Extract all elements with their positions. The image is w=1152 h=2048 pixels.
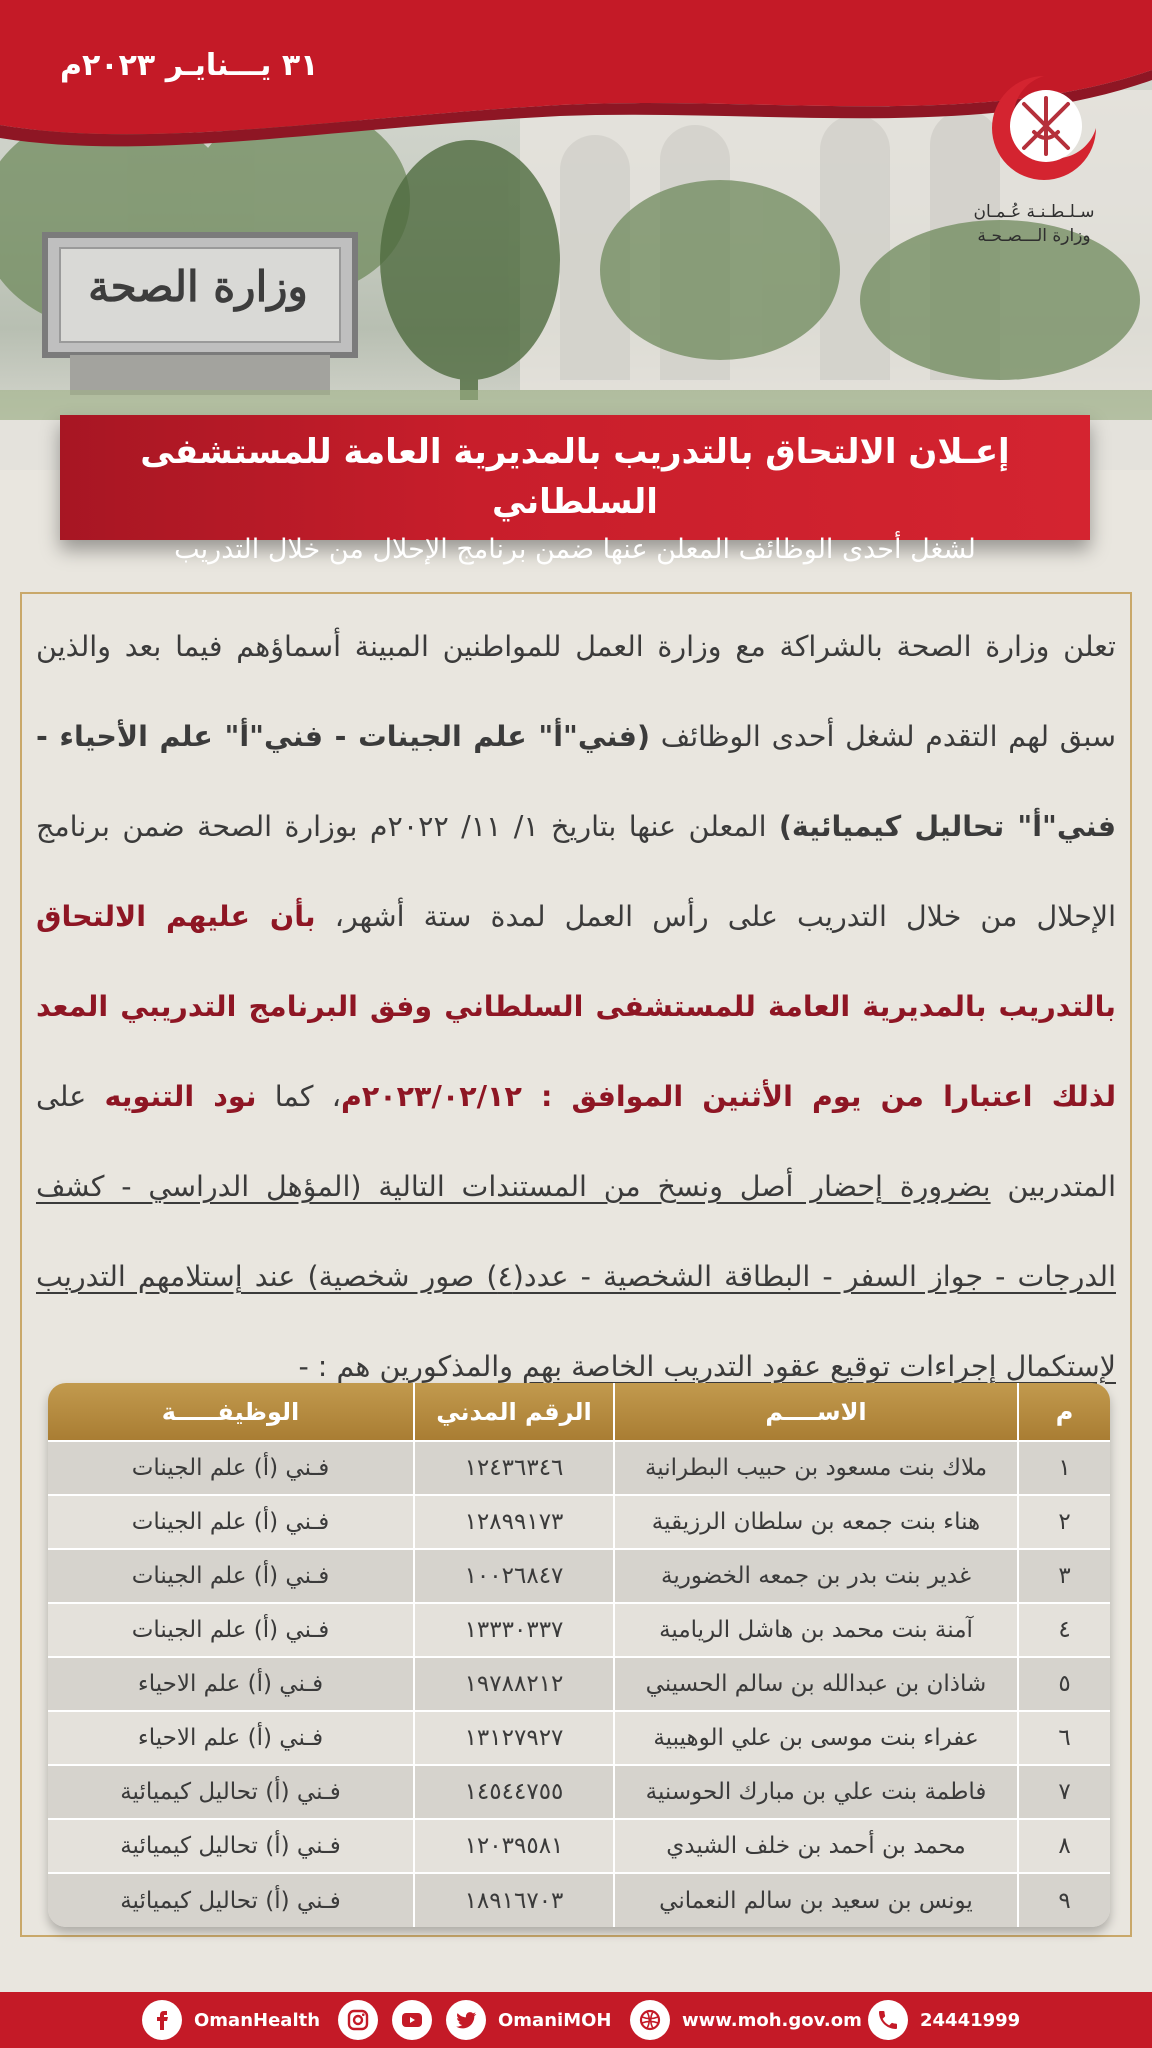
cell-name: غدير بنت بدر بن جمعه الخضورية bbox=[614, 1549, 1018, 1603]
column-header-civil-id: الرقم المدني bbox=[414, 1383, 614, 1441]
instagram-icon[interactable] bbox=[338, 2000, 378, 2040]
cell-job: فـني (أ) علم الاحياء bbox=[48, 1711, 414, 1765]
announcement-body bbox=[36, 590, 1116, 1412]
cell-name: فاطمة بنت علي بن مبارك الحوسنية bbox=[614, 1765, 1018, 1819]
phone-link[interactable] bbox=[868, 1992, 1020, 2048]
table-row bbox=[48, 1603, 1110, 1657]
cell-job: فـني (أ) علم الاحياء bbox=[48, 1657, 414, 1711]
cell-number: ٢ bbox=[1018, 1495, 1110, 1549]
social-links bbox=[338, 1992, 611, 2048]
cell-civil-id: ١٢٨٩٩١٧٣ bbox=[414, 1495, 614, 1549]
website-link[interactable] bbox=[630, 1992, 862, 2048]
cell-civil-id: ١٠٠٢٦٨٤٧ bbox=[414, 1549, 614, 1603]
cell-name: يونس بن سعيد بن سالم النعماني bbox=[614, 1873, 1018, 1927]
cell-job: فـني (أ) تحاليل كيميائية bbox=[48, 1873, 414, 1927]
body-note-highlight: نود التنويه bbox=[104, 1080, 257, 1113]
column-header-job: الوظيفـــــة bbox=[48, 1383, 414, 1441]
globe-icon bbox=[630, 2000, 670, 2040]
trainees-table bbox=[48, 1383, 1110, 1927]
body-text-5: والمذكورين هم : - bbox=[298, 1350, 523, 1383]
building-sign-text: وزارة الصحة bbox=[88, 262, 308, 311]
cell-civil-id: ١٨٩١٦٧٠٣ bbox=[414, 1873, 614, 1927]
social-handle: OmaniMOH bbox=[498, 2009, 612, 2031]
table-row bbox=[48, 1873, 1110, 1927]
column-header-number: م bbox=[1018, 1383, 1110, 1441]
website-url: www.moh.gov.om bbox=[682, 2009, 862, 2031]
cell-job: فـني (أ) تحاليل كيميائية bbox=[48, 1765, 414, 1819]
cell-civil-id: ١٤٥٤٤٧٥٥ bbox=[414, 1765, 614, 1819]
announcement-subtitle: لشغل أحدى الوظائف المعلن عنها ضمن برنامج الإحلال من خلال التدريب bbox=[174, 534, 976, 565]
ministry-crescent-logo-icon bbox=[984, 68, 1104, 188]
cell-number: ٣ bbox=[1018, 1549, 1110, 1603]
announcement-date: ٣١ يـــنايـر ٢٠٢٣م bbox=[60, 48, 319, 83]
body-job-titles: (فني"أ" علم الجينات - فني"أ" علم الأحياء - فني"أ" تحاليل كيميائية) bbox=[36, 720, 1116, 843]
body-text-2: المعلن عنها بتاريخ ١/ ١١/ ٢٠٢٢م بوزارة الصحة ضمن برنامج الإحلال من خلال التدريب على رأس العمل لمدة ستة أشهر، bbox=[36, 810, 1116, 933]
cell-number: ٦ bbox=[1018, 1711, 1110, 1765]
cell-civil-id: ١٢٤٣٦٣٤٦ bbox=[414, 1441, 614, 1495]
body-instruction-highlight: بأن عليهم الالتحاق بالتدريب بالمديرية العامة للمستشفى السلطاني وفق البرنامج التدريبي المعد لذلك اعتبارا من يوم الأثنين الموافق : ٢٠٢٣/٠٢/١٢م bbox=[36, 900, 1117, 1113]
table-row bbox=[48, 1441, 1110, 1495]
cell-number: ٧ bbox=[1018, 1765, 1110, 1819]
ministry-name bbox=[964, 200, 1104, 248]
table-header-row bbox=[48, 1383, 1110, 1441]
cell-job: فـني (أ) علم الجينات bbox=[48, 1441, 414, 1495]
cell-name: عفراء بنت موسى بن علي الوهيبية bbox=[614, 1711, 1018, 1765]
cell-name: محمد بن أحمد بن خلف الشيدي bbox=[614, 1819, 1018, 1873]
column-header-name: الاســــم bbox=[614, 1383, 1018, 1441]
cell-civil-id: ١٩٧٨٨٢١٢ bbox=[414, 1657, 614, 1711]
cell-number: ٩ bbox=[1018, 1873, 1110, 1927]
cell-civil-id: ١٣٣٣٠٣٣٧ bbox=[414, 1603, 614, 1657]
cell-job: فـني (أ) تحاليل كيميائية bbox=[48, 1819, 414, 1873]
youtube-icon[interactable] bbox=[392, 2000, 432, 2040]
header-hero bbox=[0, 0, 1152, 470]
cell-number: ٥ bbox=[1018, 1657, 1110, 1711]
twitter-icon[interactable] bbox=[446, 2000, 486, 2040]
cell-job: فـني (أ) علم الجينات bbox=[48, 1549, 414, 1603]
table-row bbox=[48, 1657, 1110, 1711]
cell-name: ملاك بنت مسعود بن حبيب البطرانية bbox=[614, 1441, 1018, 1495]
table-row bbox=[48, 1819, 1110, 1873]
facebook-handle: OmanHealth bbox=[194, 2009, 321, 2031]
body-documents-required: بضرورة إحضار أصل ونسخ من المستندات التالية (المؤهل الدراسي - كشف الدرجات - جواز السفر - البطاقة الشخصية - عدد(٤) صور شخصية) عند إستلامهم التدريب لإستكمال إجراءات توقيع عقود التدريب الخاصة بهم bbox=[36, 1170, 1116, 1383]
ministry-name-line2: وزارة الـــصـحـة bbox=[977, 226, 1091, 246]
table-row bbox=[48, 1765, 1110, 1819]
table-row bbox=[48, 1711, 1110, 1765]
facebook-icon bbox=[142, 2000, 182, 2040]
cell-name: شاذان بن عبدالله بن سالم الحسيني bbox=[614, 1657, 1018, 1711]
title-banner bbox=[60, 415, 1090, 565]
cell-number: ٨ bbox=[1018, 1819, 1110, 1873]
contact-footer bbox=[0, 1992, 1152, 2048]
phone-number: 24441999 bbox=[920, 2009, 1021, 2031]
cell-number: ١ bbox=[1018, 1441, 1110, 1495]
body-text-1: تعلن وزارة الصحة بالشراكة مع وزارة العمل للمواطنين المبينة أسماؤهم فيما بعد والذين سبق لهم التقدم لشغل أحدى الوظائف bbox=[36, 630, 1116, 753]
announcement-title: إعـلان الالتحاق بالتدريب بالمديرية العامة للمستشفى السلطاني bbox=[140, 432, 1010, 522]
table-row bbox=[48, 1549, 1110, 1603]
table-row bbox=[48, 1495, 1110, 1549]
ministry-name-line1: سـلـطـنـة عُـمـان bbox=[973, 202, 1095, 222]
cell-civil-id: ١٢٠٣٩٥٨١ bbox=[414, 1819, 614, 1873]
cell-number: ٤ bbox=[1018, 1603, 1110, 1657]
cell-job: فـني (أ) علم الجينات bbox=[48, 1495, 414, 1549]
phone-icon bbox=[868, 2000, 908, 2040]
cell-name: هناء بنت جمعه بن سلطان الرزيقية bbox=[614, 1495, 1018, 1549]
body-text-3: ، كما bbox=[256, 1080, 341, 1113]
body-text-4: على المتدربين bbox=[36, 1080, 1116, 1203]
facebook-link[interactable] bbox=[142, 1992, 320, 2048]
cell-job: فـني (أ) علم الجينات bbox=[48, 1603, 414, 1657]
cell-civil-id: ١٣١٢٧٩٢٧ bbox=[414, 1711, 614, 1765]
cell-name: آمنة بنت محمد بن هاشل الريامية bbox=[614, 1603, 1018, 1657]
